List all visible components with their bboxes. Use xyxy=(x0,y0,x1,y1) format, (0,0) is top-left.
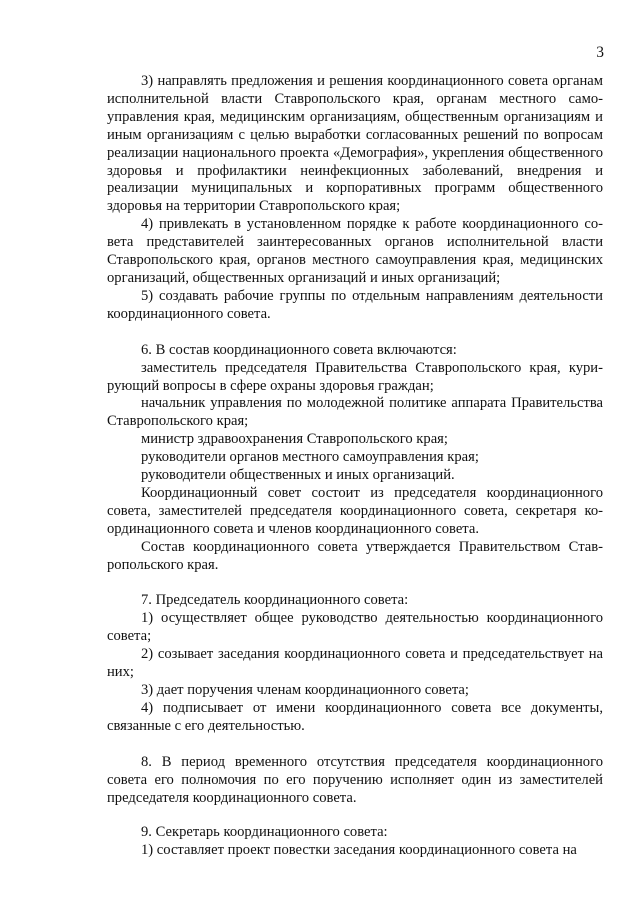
section-7-item-1: 1) осуществляет общее руководство деятельностью координационного совета; xyxy=(107,610,603,645)
section-7-item-4: 4) подписывает от имени координационного совета все документы, связанные с его деятельностью. xyxy=(107,699,603,734)
section-6-heading: 6. В состав координационного совета включаются: xyxy=(141,341,457,358)
section-6-item-5: руководители общественных и иных организаций. xyxy=(141,467,455,484)
document-body xyxy=(107,73,603,860)
section-7-item-3: 3) дает поручения членам координационного совета; xyxy=(141,682,469,698)
section-6-item-1: заместитель председателя Правительства Ставропольского края, курирующий вопросы в сфере охраны здоровья граждан; xyxy=(107,359,603,394)
section-6-composition: Координационный совет состоит из председателя координационного совета, заместителей председателя координационного совета, секретаря координационного совета и членов координационного совета. xyxy=(107,484,603,537)
paragraph-3-2: 4) привлекать в установленном порядке к работе координационного совета представителей заинтересованных органов исполнительной власти Ставропольского края, органов местного самоуправления края, медицинских организаций, общественных организаций и иных организаций; xyxy=(107,216,603,286)
section-6-item-4: руководители органов местного самоуправления края; xyxy=(141,449,479,466)
section-7-heading: 7. Председатель координационного совета: xyxy=(141,592,409,609)
section-9-item-1: 1) составляет проект повестки заседания координационного совета на xyxy=(141,842,577,859)
section-7-item-2: 2) созывает заседания координационного совета и председательствует на них; xyxy=(107,646,603,681)
section-8-paragraph: 8. В период временного отсутствия председателя координационного совета его полномочия по его поручению исполняет один из заместителей председателя координационного совета. xyxy=(107,753,603,806)
paragraph-3-3: 5) создавать рабочие группы по отдельным направлениям деятельности координационного совета. xyxy=(107,287,603,322)
paragraph-3-1: 3) направлять предложения и решения координационного совета органам исполнительной власти Ставропольского края, органам местного самоуправления края, медицинским организациям, общественным организациям и иным организациям с целью выработки согласованных решений по вопросам реализации национального проекта «Демография», укрепления общественного здоровья и профилактики неинфекционных заболеваний, внедрения и реализации муниципальных и корпоративных программ общественного здоровья на территории Ставропольского края; xyxy=(107,73,603,215)
section-9-heading: 9. Секретарь координационного совета: xyxy=(141,824,388,841)
section-6-item-2: начальник управления по молодежной политике аппарата Правительства Ставропольского края; xyxy=(107,395,603,430)
section-6-approval: Состав координационного совета утверждается Правительством Ставропольского края. xyxy=(107,538,603,573)
page-number: 3 xyxy=(596,44,604,61)
section-6-item-3: министр здравоохранения Ставропольского края; xyxy=(141,431,448,448)
